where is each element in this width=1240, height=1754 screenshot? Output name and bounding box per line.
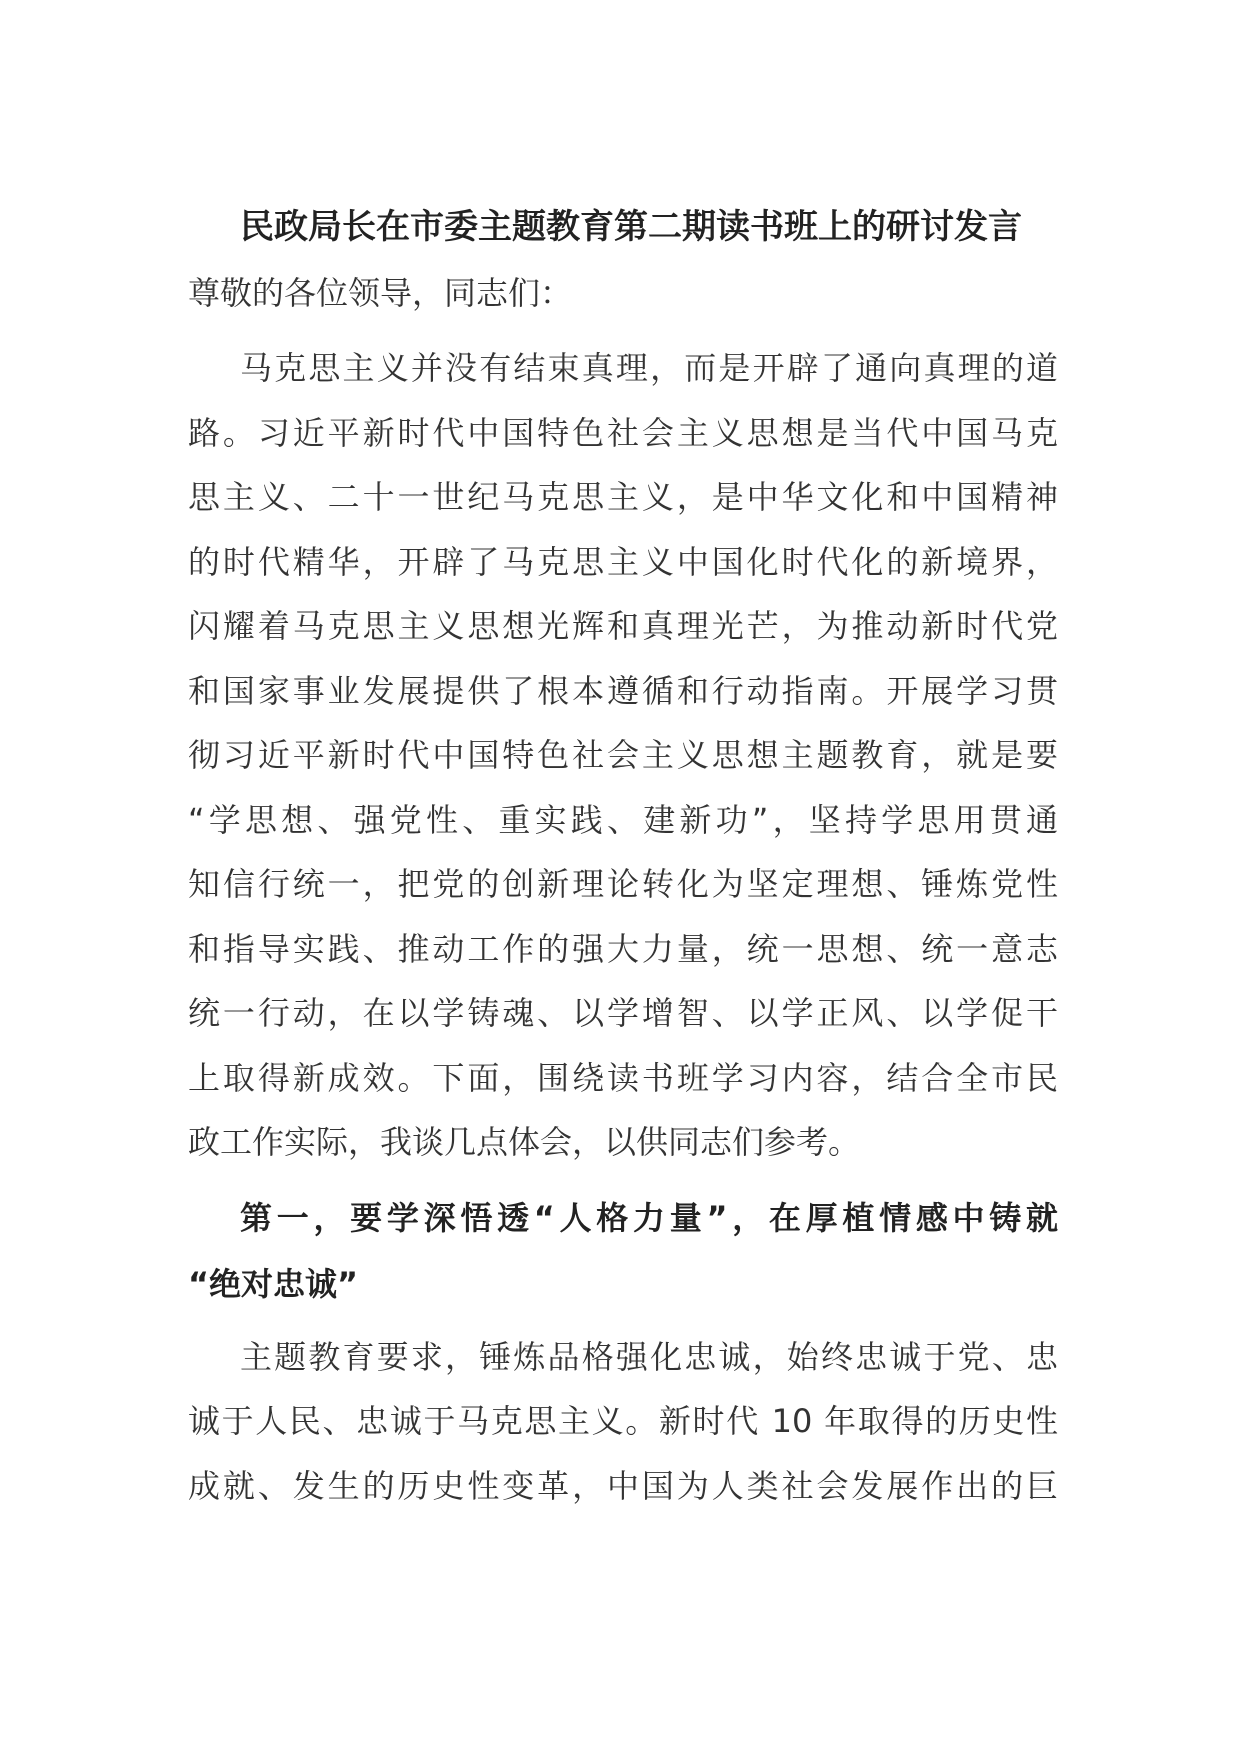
- paragraph-line: “学思想、强党性、重实践、建新功”，坚持学思用贯通: [188, 800, 1058, 839]
- paragraph-line: 主题教育要求，锤炼品格强化忠诚，始终忠诚于党、忠: [240, 1337, 1058, 1376]
- paragraph-line: 彻习近平新时代中国特色社会主义思想主题教育，就是要: [188, 736, 1058, 774]
- paragraph-line: 和国家事业发展提供了根本遵循和行动指南。开展学习贯: [188, 671, 1058, 710]
- paragraph-1: [188, 336, 1058, 1175]
- document-title: 民政局长在市委主题教育第二期读书班上的研讨发言: [240, 207, 1022, 247]
- paragraph-line: 路。习近平新时代中国特色社会主义思想是当代中国马克: [188, 413, 1058, 452]
- heading-line: “绝对忠诚”: [188, 1264, 359, 1303]
- paragraph-line: 政工作实际，我谈几点体会，以供同志们参考。: [188, 1123, 861, 1161]
- paragraph-line: 思主义、二十一世纪马克思主义，是中华文化和中国精神: [188, 478, 1058, 516]
- greeting: 尊敬的各位领导，同志们：: [188, 274, 573, 312]
- paragraph-line: 和指导实践、推动工作的强大力量，统一思想、统一意志: [188, 929, 1058, 968]
- heading-line: 第一，要学深悟透“人格力量”，在厚植情感中铸就: [240, 1198, 1058, 1237]
- paragraph-line: 的时代精华，开辟了马克思主义中国化时代化的新境界，: [188, 542, 1058, 581]
- paragraph-line: 知信行统一，把党的创新理论转化为坚定理想、锤炼党性: [188, 865, 1058, 903]
- paragraph-line: 统一行动，在以学铸魂、以学增智、以学正风、以学促干: [188, 994, 1058, 1032]
- paragraph-2: [188, 1325, 1058, 1519]
- paragraph-line: 诚于人民、忠诚于马克思主义。新时代 10 年取得的历史性: [188, 1402, 1058, 1440]
- document-body: [188, 205, 1058, 1518]
- section-1-heading: [188, 1185, 1058, 1317]
- paragraph-line: 马克思主义并没有结束真理，而是开辟了通向真理的道: [240, 349, 1058, 387]
- paragraph-line: 上取得新成效。下面，围绕读书班学习内容，结合全市民: [188, 1058, 1058, 1097]
- paragraph-line: 闪耀着马克思主义思想光辉和真理光芒，为推动新时代党: [188, 607, 1058, 645]
- paragraph-line: 成就、发生的历史性变革，中国为人类社会发展作出的巨: [188, 1466, 1058, 1505]
